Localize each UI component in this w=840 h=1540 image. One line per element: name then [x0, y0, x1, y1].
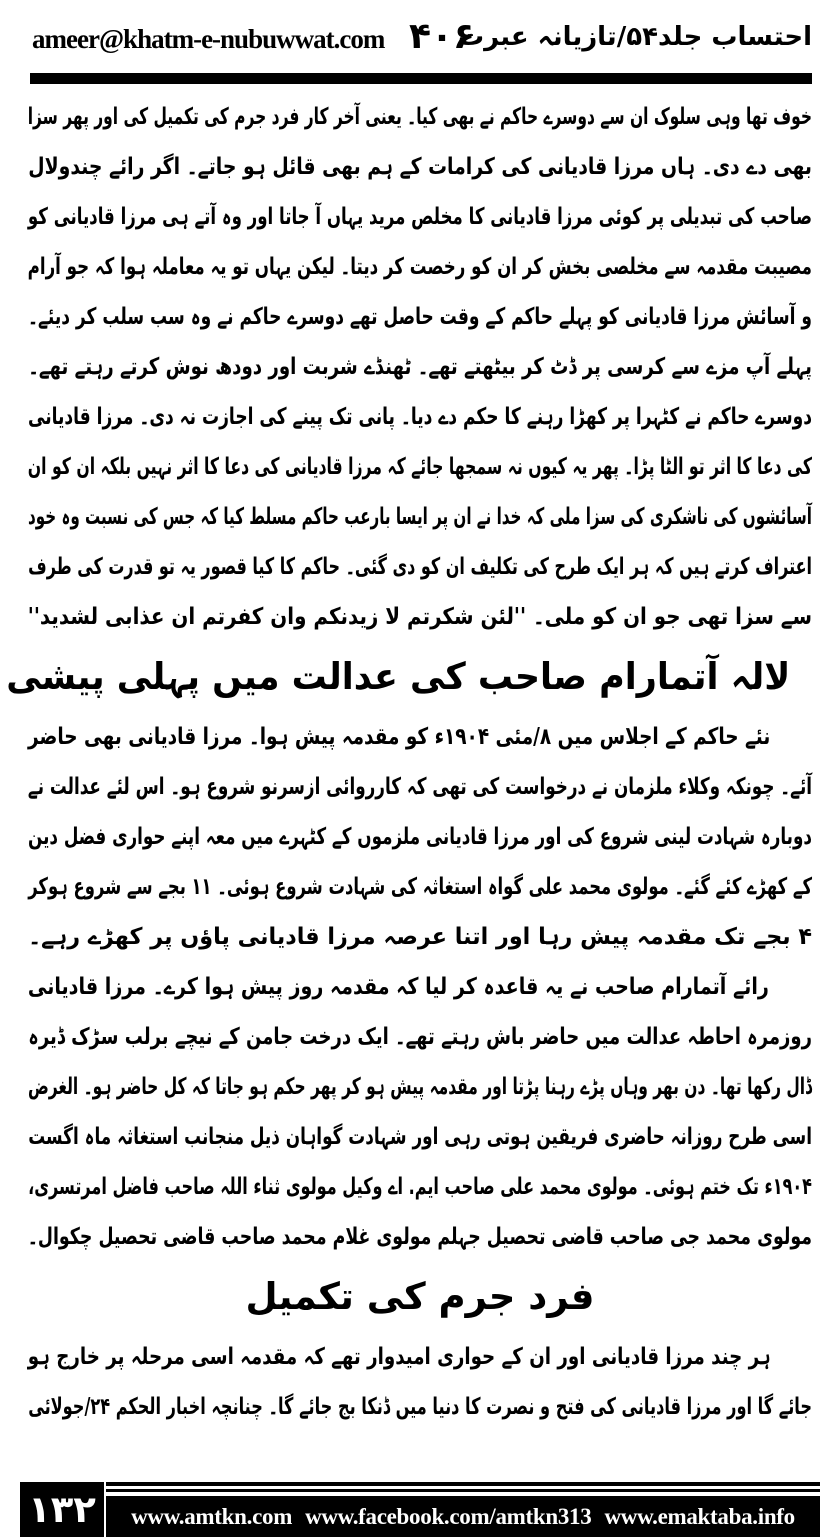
- header-book-title: احتساب جلد۵۴/تازیانہ عبرت: [457, 22, 812, 52]
- header-divider-rule: [30, 73, 812, 84]
- text-line: مولوی محمد جی صاحب قاضی تحصیل جہلم مولوی غلام محمد صاحب قاضی تحصیل چکوال۔: [27, 1224, 812, 1250]
- text-line: آئے۔ چونکہ وکلاء ملزمان نے درخواست کی تھی کہ کارروائی ازسرنو شروع ہو۔ اس لئے عدالت نے: [27, 774, 812, 800]
- text-line: آسائشوں کی ناشکری کی سزا ملی کہ خدا نے ان پر ایسا بارعب حاکم مسلط کیا کہ جس کی نسبت وہ خود: [28, 504, 812, 530]
- text-line: ۴ بجے تک مقدمہ پیش رہا اور اتنا عرصہ مرزا قادیانی پاؤں پر کھڑے رہے۔: [28, 924, 812, 950]
- footer-link-amtkn: www.amtkn.com: [131, 1503, 293, 1529]
- footer-page-number: ۱۳۲: [28, 1488, 96, 1531]
- footer-link-emaktaba: www.emaktaba.info: [604, 1503, 795, 1529]
- text-line: اعتراف کرتے ہیں کہ ہر ایک طرح کی تکلیف ان کو دی گئی۔ حاکم کا کیا قصور یہ تو قدرت کی طرف: [28, 554, 813, 580]
- footer-rule-bottom: [106, 1489, 820, 1492]
- page-footer: [0, 1480, 840, 1540]
- text-line: رائے آتمارام صاحب نے یہ قاعدہ کر لیا کہ مقدمہ روز پیش ہوا کرے۔ مرزا قادیانی: [27, 974, 769, 1000]
- heading-first-court-appearance: لالہ آتمارام صاحب کی عدالت میں پہلی پیشی: [6, 655, 791, 698]
- text-line: دوسرے حاکم نے کٹہرا پر کھڑا رہنے کا حکم دے دیا۔ پانی تک پینے کی اجازت نہ دی۔ مرزا قادیانی: [27, 404, 812, 430]
- page-header: [30, 8, 812, 72]
- text-line: نئے حاکم کے اجلاس میں ۸/مئی ۱۹۰۴ء کو مقدمہ پیش ہوا۔ مرزا قادیانی بھی حاضر: [28, 724, 771, 750]
- text-line-quran-quote: سے سزا تھی جو ان کو ملی۔ ''لئن شکرتم لا زیدنکم وان کفرتم ان عذابی لشدید'': [27, 604, 813, 630]
- page-body-text: [6, 92, 813, 1432]
- heading-charge-sheet-completion: فرد جرم کی تکمیل: [245, 1275, 595, 1318]
- text-line: روزمرہ احاطہ عدالت میں حاضر باش رہتے تھے۔ ایک درخت جامن کے نیچے برلب سڑک ڈیرہ: [28, 1024, 813, 1050]
- text-line: مصیبت مقدمہ سے مخلصی بخش کر ان کو رخصت کر دیتا۔ لیکن یہاں تو یہ معاملہ ہوا کہ جو آرام: [27, 254, 813, 280]
- text-line: جائے گا اور مرزا قادیانی کی فتح و نصرت کا دنیا میں ڈنکا بج جائے گا۔ چنانچہ اخبار الحکم ۲۴/جولائی: [28, 1394, 812, 1420]
- footer-link-facebook: www.facebook.com/amtkn313: [305, 1503, 592, 1529]
- footer-links-bar: [106, 1496, 820, 1537]
- text-line: دوبارہ شہادت لینی شروع کی اور مرزا قادیانی ملزموں کے کٹہرے میں معہ اپنے حواری فضل دین: [28, 824, 813, 850]
- text-line: اسی طرح روزانہ حاضری فریقین ہوتی رہی اور شہادت گواہان ذیل منجانب استغاثہ ماہ اگست: [28, 1124, 813, 1150]
- text-line: کے کھڑے کئے گئے۔ مولوی محمد علی گواہ استغاثہ کی شہادت شروع ہوئی۔ ۱۱ بجے سے شروع ہوکر: [28, 874, 812, 900]
- text-line: ہر چند مرزا قادیانی اور ان کے حواری امیدوار تھے کہ مقدمہ اسی مرحلہ پر خارج ہو: [27, 1344, 771, 1370]
- footer-links-area: [106, 1482, 820, 1537]
- text-line: خوف تھا وہی سلوک ان سے دوسرے حاکم نے بھی کیا۔ یعنی آخر کار فرد جرم کی تکمیل کی اور پھر سزا: [27, 104, 812, 130]
- text-line: پہلے آپ مزے سے کرسی پر ڈٹ کر بیٹھتے تھے۔ ٹھنڈے شربت اور دودھ نوش کرتے رہتے تھے۔: [28, 354, 813, 380]
- text-line: ۱۹۰۴ء تک ختم ہوئی۔ مولوی محمد علی صاحب ایم. اے وکیل مولوی ثناء اللہ صاحب فاضل امرتسری،: [28, 1174, 812, 1200]
- footer-page-number-box: [20, 1482, 104, 1537]
- header-page-number: ۴۰۶: [409, 16, 475, 57]
- text-line: صاحب کی تبدیلی پر کوئی مرزا قادیانی کا مخلص مرید یہاں آ جاتا اور وہ آتے ہی مرزا قادیانی کو: [27, 204, 813, 230]
- text-line: و آسائش مرزا قادیانی کو پہلے حاکم کے وقت حاصل تھے دوسرے حاکم نے وہ سب سلب کر دیئے۔: [27, 304, 812, 330]
- text-line: بھی دے دی۔ ہاں مرزا قادیانی کی کرامات کے ہم بھی قائل ہو جاتے۔ اگر رائے چندولال: [28, 154, 812, 180]
- header-email-text: ameer@khatm-e-nubuwwat.com: [32, 24, 385, 54]
- footer-rule-top: [106, 1482, 820, 1486]
- text-line: کی دعا کا اثر تو الٹا پڑا۔ پھر یہ کیوں نہ سمجھا جائے کہ مرزا قادیانی کی دعا کا اثر نہیں بلکہ ان کو ان: [27, 454, 812, 480]
- text-line: ڈال رکھا تھا۔ دن بھر وہاں پڑے رہنا پڑتا اور مقدمہ پیش ہو کر پھر حکم ہو جاتا کہ کل حاضر ہو۔ الغرض: [27, 1074, 812, 1100]
